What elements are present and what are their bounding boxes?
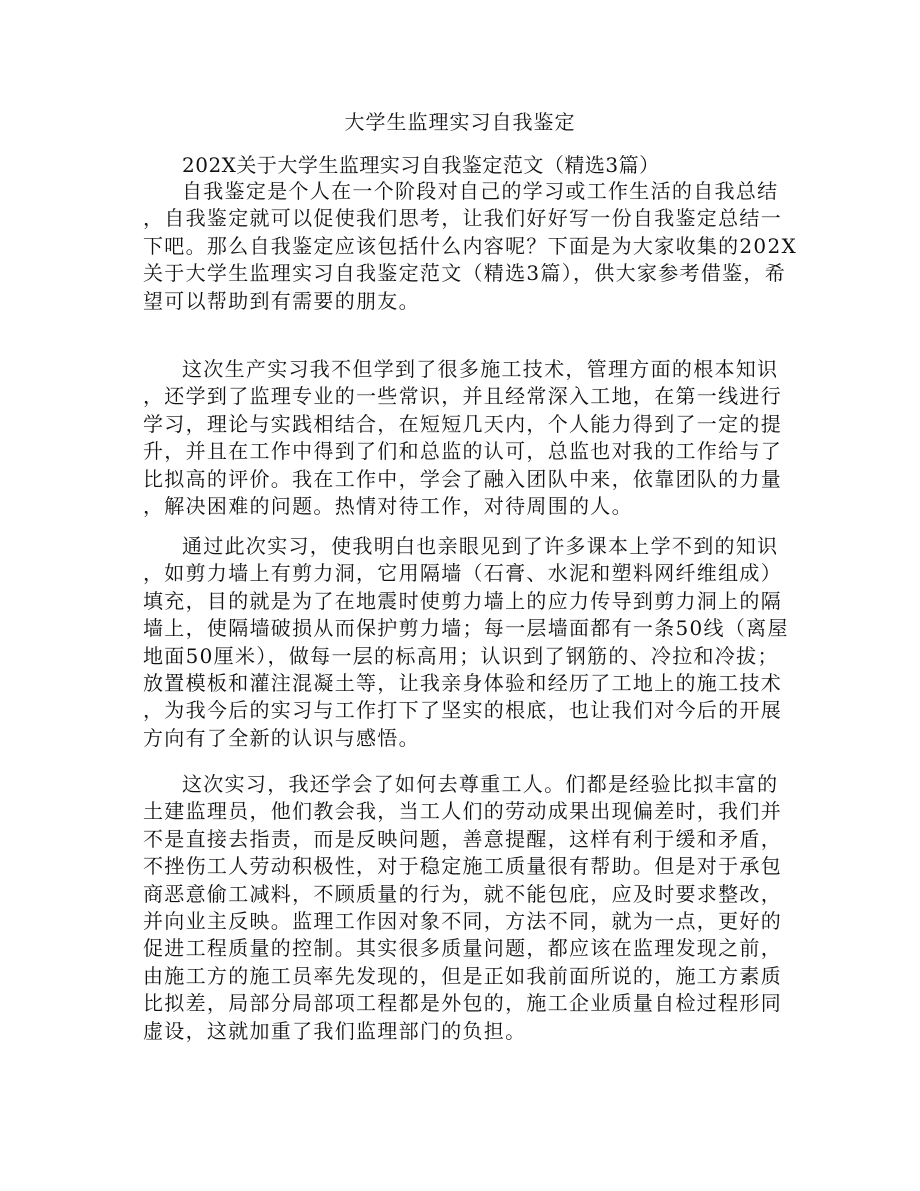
paragraph-2 (143, 356, 803, 520)
paragraph-line: 这次生产实习我不但学到了很多施工技术，管理方面的根本知识 (182, 357, 779, 381)
paragraph-line: 商恶意偷工减料，不顾质量的行为，就不能包庇，应及时要求整改， (143, 881, 782, 906)
paragraph-line: 自我鉴定是个人在一个阶段对自己的学习或工作生活的自我总结 (182, 179, 779, 203)
paragraph-line: ，自我鉴定就可以促使我们思考，让我们好好写一份自我鉴定总结一 (143, 206, 782, 231)
paragraph-line: 放置模板和灌注混凝土等，让我亲身体验和经历了工地上的施工技术 (143, 670, 782, 695)
paragraph-line: 由施工方的施工员率先发现的，但是正如我前面所说的，施工方素质 (143, 963, 782, 988)
paragraph-line: 比拟高的评价。我在工作中，学会了融入团队中来，依靠团队的力量 (143, 466, 782, 491)
paragraph-line: 通过此次实习，使我明白也亲眼见到了许多课本上学不到的知识 (182, 534, 779, 558)
paragraph-line: 这次实习，我还学会了如何去尊重工人。们都是经验比拟丰富的 (182, 772, 779, 796)
document-subtitle: 202X关于大学生监理实习自我鉴定范文（精选3篇） (182, 153, 660, 177)
paragraph-line: ，解决困难的问题。热情对待工作，对待周围的人。 (143, 493, 633, 518)
paragraph-line: 下吧。那么自我鉴定应该包括什么内容呢？下面是为大家收集的202X (143, 233, 798, 258)
paragraph-4 (143, 771, 803, 1045)
paragraph-3 (143, 533, 803, 752)
paragraph-line: 关于大学生监理实习自我鉴定范文（精选3篇），供大家参考借鉴，希 (143, 261, 787, 286)
paragraph-line: 望可以帮助到有需要的朋友。 (143, 288, 420, 313)
paragraph-line: 虚设，这就加重了我们监理部门的负担。 (143, 1018, 527, 1043)
paragraph-line: 并向业主反映。监理工作因对象不同，方法不同，就为一点，更好的 (143, 908, 782, 933)
paragraph-line: 填充，目的就是为了在地震时使剪力墙上的应力传导到剪力洞上的隔 (143, 588, 782, 613)
paragraph-line: 方向有了全新的认识与感悟。 (143, 725, 420, 750)
paragraph-line: 不挫伤工人劳动积极性，对于稳定施工质量很有帮助。但是对于承包 (143, 854, 782, 879)
paragraph-line: ，为我今后的实习与工作打下了坚实的根底，也让我们对今后的开展 (143, 698, 782, 723)
paragraph-1 (143, 178, 803, 315)
paragraph-line: 土建监理员，他们教会我，当工人们的劳动成果出现偏差时，我们并 (143, 799, 782, 824)
paragraph-line: 地面50厘米），做每一层的标高用；认识到了钢筋的、冷拉和冷拔； (143, 643, 779, 668)
paragraph-line: 促进工程质量的控制。其实很多质量问题，都应该在监理发现之前， (143, 936, 782, 961)
paragraph-line: 学习，理论与实践相结合，在短短几天内，个人能力得到了一定的提 (143, 411, 782, 436)
paragraph-line: 比拟差，局部分局部项工程都是外包的，施工企业质量自检过程形同 (143, 991, 782, 1016)
paragraph-line: ，如剪力墙上有剪力洞，它用隔墙（石膏、水泥和塑料网纤维组成） (143, 561, 782, 586)
paragraph-line: ，还学到了监理专业的一些常识，并且经常深入工地，在第一线进行 (143, 384, 782, 409)
paragraph-line: 不是直接去指责，而是反映问题，善意提醒，这样有利于缓和矛盾， (143, 826, 782, 851)
paragraph-line: 墙上，使隔墙破损从而保护剪力墙；每一层墙面都有一条50线（离屋 (143, 616, 789, 641)
document-title: 大学生监理实习自我鉴定 (344, 110, 576, 134)
paragraph-line: 升，并且在工作中得到了们和总监的认可，总监也对我的工作给与了 (143, 439, 782, 464)
